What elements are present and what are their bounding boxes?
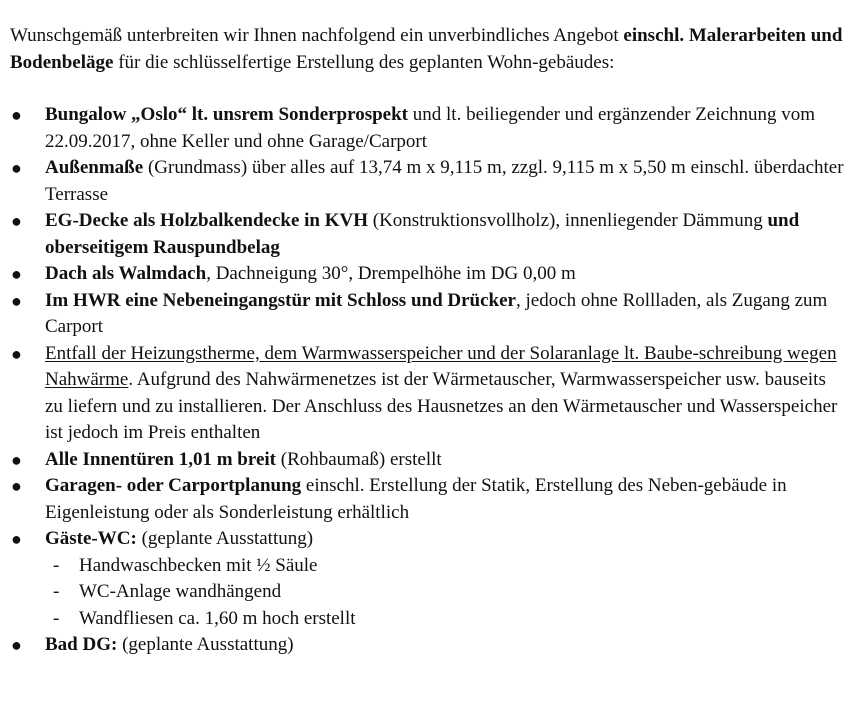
bullet-icon: ● bbox=[11, 290, 22, 311]
item-text: (geplante Ausstattung) bbox=[136, 528, 314, 549]
sub-list-item bbox=[45, 606, 845, 633]
item-text: und lt. beiliegender und ergänzender Zeichnung vom 22.09.2017, ohne Keller und ohne Garage/Carport bbox=[45, 104, 815, 152]
list-item-bungalow bbox=[10, 102, 845, 155]
item-underlined-text: Entfall der Heizungstherme, dem Warmwasserspeicher und der Solaranlage lt. Baube-schreibung wegen Nahwärme bbox=[45, 342, 837, 390]
list-item-heizung bbox=[10, 341, 845, 447]
sub-list-item bbox=[45, 579, 845, 606]
item-text: (geplante Ausstattung) bbox=[117, 634, 294, 655]
dash-icon: - bbox=[53, 607, 60, 629]
list-item-innentueren bbox=[10, 447, 845, 474]
list-item-eg-decke bbox=[10, 208, 845, 261]
document-page bbox=[10, 23, 845, 659]
intro-bold-text: einschl. Malerarbeiten und Bodenbeläge bbox=[10, 25, 843, 73]
item-text: . Aufgrund des Nahwärmenetzes ist der Wärmetauscher, Warmwasserspeicher usw. bauseits zu liefern und zu installieren. Der Anschluss des Hausnetzes an den Wärmetauscher und Wasserspeicher ist jedoch im Preis enthalten bbox=[45, 369, 838, 443]
bullet-icon: ● bbox=[11, 211, 22, 231]
bullet-icon: ● bbox=[11, 476, 22, 496]
sub-list-item bbox=[45, 553, 845, 580]
list-item-bad-dg bbox=[10, 632, 845, 659]
list-item-aussenmasse bbox=[10, 155, 845, 208]
sub-item-text: Wandfliesen ca. 1,60 m hoch erstellt bbox=[79, 607, 356, 629]
item-bold-text: Außenmaße bbox=[45, 157, 144, 178]
bullet-icon: ● bbox=[11, 158, 22, 178]
intro-text-1: Wunschgemäß unterbreiten wir Ihnen nachfolgend ein unverbindliches Angebot bbox=[10, 25, 624, 46]
bullet-icon: ● bbox=[11, 529, 22, 549]
bullet-icon: ● bbox=[11, 343, 22, 364]
item-bold-text: Gäste-WC: bbox=[45, 528, 137, 549]
item-text: (Konstruktionsvollholz), innenliegender Dämmung bbox=[368, 210, 768, 231]
item-bold-text-2: und oberseitigem Rauspundbelag bbox=[45, 210, 800, 258]
bullet-icon: ● bbox=[11, 105, 22, 125]
intro-text-2: für die schlüsselfertige Erstellung des geplanten Wohn-gebäudes: bbox=[113, 51, 615, 73]
item-text: (Rohbaumaß) erstellt bbox=[276, 448, 442, 470]
item-bold-text: Bungalow „Oslo“ lt. unsrem Sonderprospekt bbox=[45, 104, 409, 125]
item-text: , Dachneigung 30°, Drempelhöhe im DG 0,00 m bbox=[206, 263, 576, 284]
item-text: (Grundmass) über alles auf 13,74 m x 9,115 m, zzgl. 9,115 m x 5,50 m einschl. überdachter Terrasse bbox=[45, 157, 844, 205]
item-bold-text: Im HWR eine Nebeneingangstür mit Schloss und Drücker bbox=[45, 289, 516, 311]
item-text: , jedoch ohne Rollladen, als Zugang zum Carport bbox=[45, 289, 828, 337]
list-item-hwr bbox=[10, 288, 845, 341]
dash-icon: - bbox=[53, 581, 60, 602]
bullet-icon: ● bbox=[11, 635, 22, 655]
item-bold-text: Bad DG: bbox=[45, 634, 118, 655]
sub-item-text: Handwaschbecken mit ½ Säule bbox=[79, 554, 318, 576]
intro-paragraph bbox=[10, 23, 845, 76]
item-bold-text: EG-Decke als Holzbalkendecke in KVH bbox=[45, 210, 368, 231]
offer-items-list bbox=[10, 102, 845, 659]
item-bold-text: Garagen- oder Carportplanung bbox=[45, 475, 302, 496]
bullet-icon: ● bbox=[11, 264, 22, 284]
sub-item-text: WC-Anlage wandhängend bbox=[79, 581, 282, 602]
dash-icon: - bbox=[53, 554, 60, 576]
item-bold-text: Dach als Walmdach bbox=[45, 263, 207, 284]
sub-list-gaeste-wc bbox=[45, 553, 845, 633]
item-text: einschl. Erstellung der Statik, Erstellung des Neben-gebäude in Eigenleistung oder als Sonderleistung erhältlich bbox=[45, 475, 787, 523]
list-item-dach bbox=[10, 261, 845, 288]
list-item-carport bbox=[10, 473, 845, 526]
item-bold-text: Alle Innentüren 1,01 m breit bbox=[45, 448, 276, 470]
bullet-icon: ● bbox=[11, 449, 22, 470]
list-item-gaeste-wc bbox=[10, 526, 845, 632]
